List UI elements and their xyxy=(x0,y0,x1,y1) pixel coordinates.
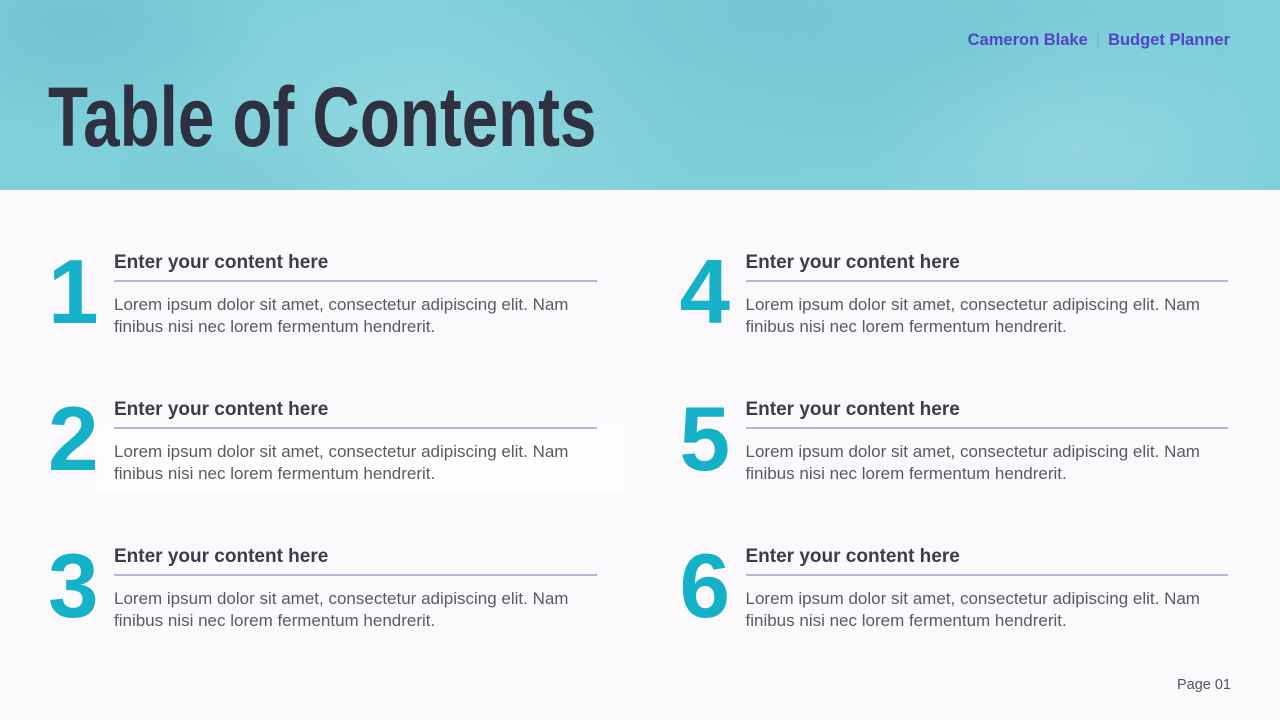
toc-grid xyxy=(48,242,1228,693)
item-divider xyxy=(114,427,597,429)
item-body xyxy=(114,546,597,631)
item-text: Lorem ipsum dolor sit amet, consectetur adipiscing elit. Nam finibus nisi nec lorem fermentum hendrerit. xyxy=(745,294,1200,336)
item-body xyxy=(746,399,1229,484)
item-text: Lorem ipsum dolor sit amet, consectetur adipiscing elit. Nam finibus nisi nec lorem fermentum hendrerit. xyxy=(114,588,569,630)
item-heading: Enter your content here xyxy=(114,399,329,420)
byline xyxy=(968,31,1230,50)
item-heading: Enter your content here xyxy=(745,546,960,567)
item-text: Lorem ipsum dolor sit amet, consectetur adipiscing elit. Nam finibus nisi nec lorem fermentum hendrerit. xyxy=(745,588,1200,630)
item-text: Lorem ipsum dolor sit amet, consectetur adipiscing elit. Nam finibus nisi nec lorem fermentum hendrerit. xyxy=(114,441,569,483)
item-number: 5 xyxy=(679,389,729,490)
item-number: 6 xyxy=(679,536,729,637)
toc-item-4 xyxy=(679,242,1229,399)
item-divider xyxy=(746,427,1229,429)
item-text: Lorem ipsum dolor sit amet, consectetur adipiscing elit. Nam finibus nisi nec lorem fermentum hendrerit. xyxy=(114,294,569,336)
byline-project: Budget Planner xyxy=(1108,31,1230,49)
toc-item-5 xyxy=(679,389,1229,546)
item-number: 3 xyxy=(48,536,97,637)
item-body xyxy=(114,252,597,337)
item-body xyxy=(746,252,1229,337)
item-heading: Enter your content here xyxy=(745,252,960,273)
item-text: Lorem ipsum dolor sit amet, consectetur adipiscing elit. Nam finibus nisi nec lorem fermentum hendrerit. xyxy=(745,441,1200,483)
item-number: 2 xyxy=(48,389,97,490)
toc-item-2 xyxy=(48,389,597,546)
item-divider xyxy=(114,280,597,282)
toc-item-3 xyxy=(48,536,597,693)
item-heading: Enter your content here xyxy=(114,546,329,567)
item-body xyxy=(746,546,1229,631)
item-body xyxy=(114,399,597,484)
item-divider xyxy=(746,280,1229,282)
toc-item-1 xyxy=(48,242,597,399)
toc-item-6 xyxy=(679,536,1229,693)
item-heading: Enter your content here xyxy=(114,252,329,273)
page-number: Page 01 xyxy=(1176,677,1231,693)
byline-separator: | xyxy=(1095,31,1101,49)
byline-author: Cameron Blake xyxy=(967,31,1088,49)
item-divider xyxy=(746,574,1229,576)
item-number: 4 xyxy=(679,242,729,343)
page-title: Table of Contents xyxy=(48,70,597,164)
item-number: 1 xyxy=(48,242,97,343)
title-banner xyxy=(0,0,1280,190)
item-divider xyxy=(114,574,597,576)
item-heading: Enter your content here xyxy=(745,399,960,420)
